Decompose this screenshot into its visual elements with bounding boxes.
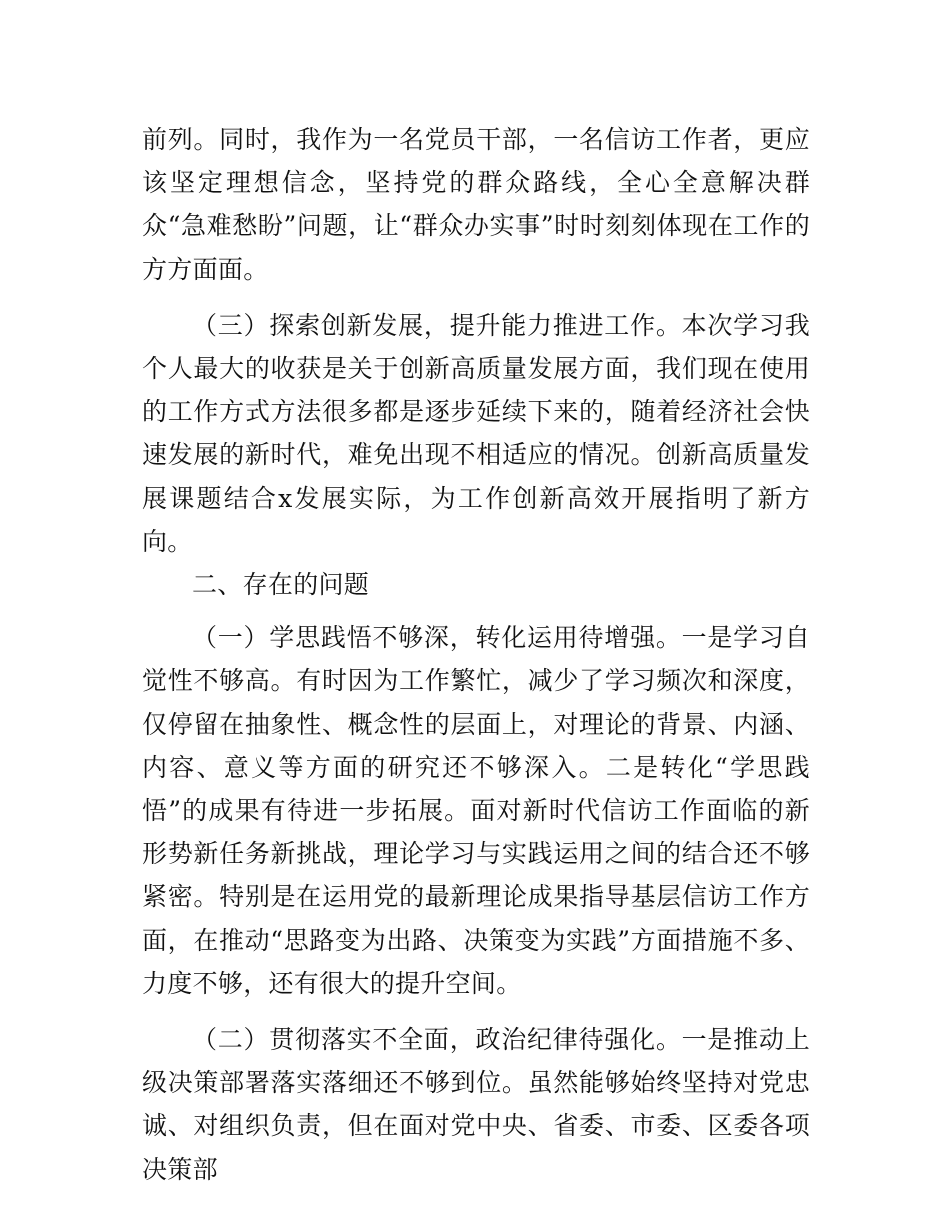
section-heading-problems: 二、存在的问题 bbox=[192, 570, 370, 600]
paragraph-problem-1: （一）学思践悟不够深，转化运用待增强。一是学习自觉性不够高。有时因为工作繁忙，减少了学习频次和深度，仅停留在抽象性、概念性的层面上，对理论的背景、内涵、内容、意义等方面的研究还不够深入。二是转化“学思践悟”的成果有待进一步拓展。面对新时代信访工作面临的新形势新任务新挑战，理论学习与实践运用之间的结合还不够紧密。特别是在运用党的最新理论成果指导基层信访工作方面，在推动“思路变为出路、决策变为实践”方面措施不多、力度不够，还有很大的提升空间。 bbox=[142, 623, 810, 998]
paragraph-problem-2: （二）贯彻落实不全面，政治纪律待强化。一是推动上级决策部署落实落细还不够到位。虽然能够始终坚持对党忠诚、对组织负责，但在面对党中央、省委、市委、区委各项决策部 bbox=[142, 1025, 810, 1184]
document-page bbox=[142, 118, 810, 1191]
paragraph-continuation: 前列。同时，我作为一名党员干部，一名信访工作者，更应该坚定理想信念，坚持党的群众路线，全心全意解决群众“急难愁盼”问题，让“群众办实事”时时刻刻体现在工作的方方面面。 bbox=[142, 125, 810, 284]
paragraph-section-3: （三）探索创新发展，提升能力推进工作。本次学习我个人最大的收获是关于创新高质量发展方面，我们现在使用的工作方式方法很多都是逐步延续下来的，随着经济社会快速发展的新时代，难免出现不相适应的情况。创新高质量发展课题结合x发展实际，为工作创新高效开展指明了新方向。 bbox=[142, 310, 810, 556]
